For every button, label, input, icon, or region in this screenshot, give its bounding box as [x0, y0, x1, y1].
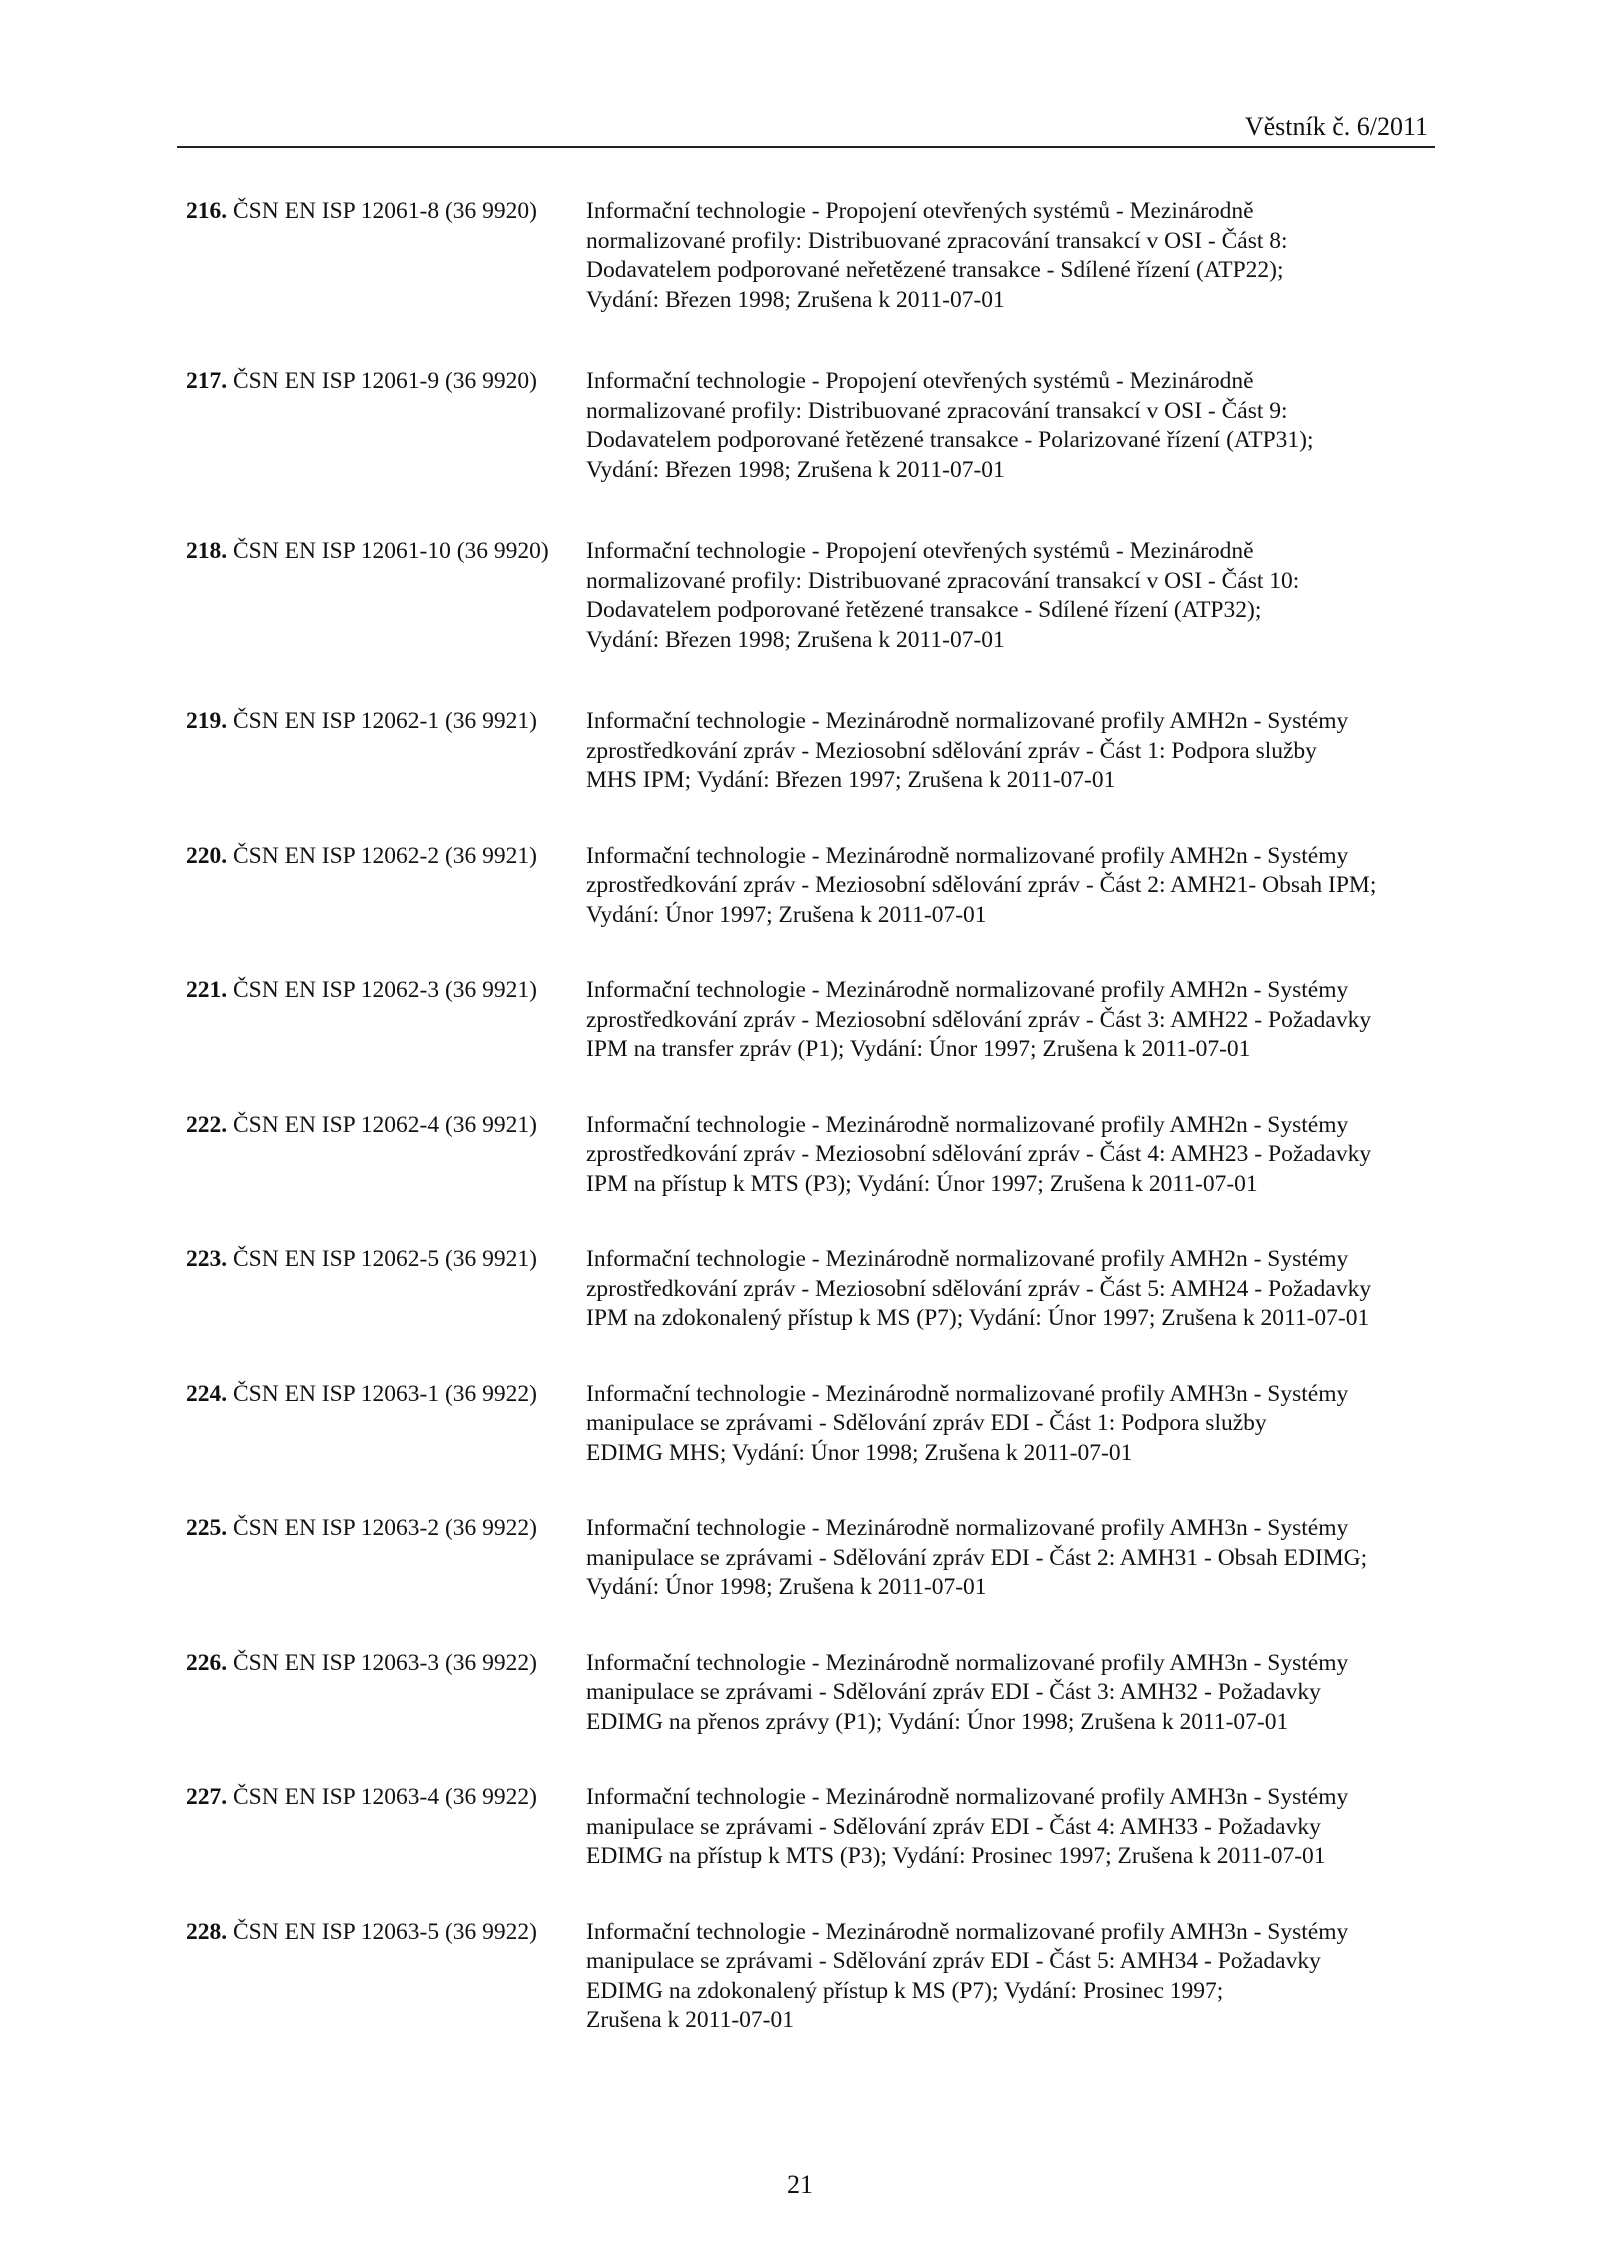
- description-line: zprostředkování zpráv - Meziosobní sdělování zpráv - Část 2: AMH21- Obsah IPM;: [586, 872, 1377, 898]
- description-line: Zrušena k 2011-07-01: [586, 2007, 794, 2033]
- entry-number: 217.: [186, 368, 228, 394]
- description-line: manipulace se zprávami - Sdělování zpráv EDI - Část 2: AMH31 - Obsah EDIMG;: [586, 1544, 1368, 1571]
- entry-number: 222.: [186, 1111, 228, 1138]
- standard-reference: [186, 1783, 586, 1918]
- description-line: EDIMG na přístup k MTS (P3); Vydání: Prosinec 1997; Zrušena k 2011-07-01: [586, 1843, 1326, 1869]
- standard-description: [586, 1111, 1436, 1246]
- description-line: Informační technologie - Mezinárodně normalizované profily AMH3n - Systémy: [586, 1515, 1349, 1541]
- standard-description: [586, 1245, 1436, 1380]
- standard-reference: [186, 976, 586, 1111]
- description-line: Informační technologie - Mezinárodně normalizované profily AMH2n - Systémy: [586, 708, 1349, 734]
- page-header-title: Věstník č. 6/2011: [1244, 112, 1428, 141]
- description-line: EDIMG MHS; Vydání: Únor 1998; Zrušena k 2011-07-01: [586, 1439, 1133, 1466]
- entry-number: 218.: [186, 538, 228, 564]
- list-item: [186, 197, 1436, 367]
- list-item: [186, 1649, 1436, 1784]
- list-item: [186, 1918, 1436, 2088]
- description-line: Informační technologie - Mezinárodně normalizované profily AMH3n - Systémy: [586, 1784, 1349, 1810]
- description-line: manipulace se zprávami - Sdělování zpráv EDI - Část 3: AMH32 - Požadavky: [586, 1679, 1321, 1705]
- description-line: Informační technologie - Mezinárodně normalizované profily AMH3n - Systémy: [586, 1380, 1349, 1407]
- description-line: IPM na zdokonalený přístup k MS (P7); Vydání: Únor 1997; Zrušena k 2011-07-01: [586, 1305, 1370, 1331]
- list-item: [186, 1245, 1436, 1380]
- header-divider: [177, 146, 1435, 148]
- standard-reference: [186, 707, 586, 842]
- description-line: MHS IPM; Vydání: Březen 1997; Zrušena k 2011-07-01: [586, 767, 1116, 793]
- description-line: IPM na přístup k MTS (P3); Vydání: Únor 1997; Zrušena k 2011-07-01: [586, 1170, 1258, 1197]
- description-line: Vydání: Březen 1998; Zrušena k 2011-07-01: [586, 286, 1005, 313]
- list-item: [186, 707, 1436, 842]
- standard-reference: [186, 197, 586, 367]
- description-line: EDIMG na přenos zprávy (P1); Vydání: Únor 1998; Zrušena k 2011-07-01: [586, 1708, 1289, 1735]
- standard-reference: [186, 842, 586, 977]
- description-line: Informační technologie - Propojení otevřených systémů - Mezinárodně: [586, 198, 1254, 224]
- standard-reference: [186, 1245, 586, 1380]
- entry-number: 219.: [186, 708, 228, 734]
- entry-number: 221.: [186, 977, 228, 1003]
- standard-reference: [186, 1918, 586, 2088]
- standard-description: [586, 707, 1436, 842]
- standard-reference: [186, 537, 586, 707]
- description-line: manipulace se zprávami - Sdělování zpráv EDI - Část 4: AMH33 - Požadavky: [586, 1813, 1321, 1840]
- description-line: IPM na transfer zpráv (P1); Vydání: Únor 1997; Zrušena k 2011-07-01: [586, 1036, 1251, 1062]
- standard-description: [586, 1380, 1436, 1515]
- standard-description: [586, 197, 1436, 367]
- list-item: [186, 976, 1436, 1111]
- standard-description: [586, 1649, 1436, 1784]
- entry-number: 223.: [186, 1246, 228, 1272]
- standard-code: ČSN EN ISP 12062-3 (36 9921): [233, 977, 537, 1003]
- standard-reference: [186, 1649, 586, 1784]
- description-line: Informační technologie - Mezinárodně normalizované profily AMH3n - Systémy: [586, 1918, 1349, 1945]
- description-line: Informační technologie - Propojení otevřených systémů - Mezinárodně: [586, 368, 1254, 394]
- entry-number: 227.: [186, 1784, 228, 1810]
- description-line: Dodavatelem podporované řetězené transakce - Sdílené řízení (ATP32);: [586, 597, 1262, 623]
- description-line: manipulace se zprávami - Sdělování zpráv EDI - Část 5: AMH34 - Požadavky: [586, 1948, 1321, 1974]
- description-line: zprostředkování zpráv - Meziosobní sdělování zpráv - Část 1: Podpora služby: [586, 737, 1317, 764]
- description-line: normalizované profily: Distribuované zpracování transakcí v OSI - Část 10:: [586, 567, 1300, 594]
- description-line: Vydání: Březen 1998; Zrušena k 2011-07-01: [586, 456, 1005, 483]
- standard-description: [586, 976, 1436, 1111]
- list-item: [186, 1514, 1436, 1649]
- standard-code: ČSN EN ISP 12063-3 (36 9922): [233, 1649, 537, 1676]
- standard-reference: [186, 367, 586, 537]
- description-line: zprostředkování zpráv - Meziosobní sdělování zpráv - Část 3: AMH22 - Požadavky: [586, 1006, 1372, 1033]
- list-item: [186, 842, 1436, 977]
- description-line: Vydání: Únor 1997; Zrušena k 2011-07-01: [586, 901, 987, 928]
- standard-description: [586, 367, 1436, 537]
- description-line: manipulace se zprávami - Sdělování zpráv EDI - Část 1: Podpora služby: [586, 1410, 1267, 1436]
- entry-number: 225.: [186, 1515, 228, 1541]
- list-item: [186, 367, 1436, 537]
- description-line: Dodavatelem podporované řetězené transakce - Polarizované řízení (ATP31);: [586, 427, 1314, 453]
- standard-code: ČSN EN ISP 12063-5 (36 9922): [233, 1918, 537, 1945]
- standard-code: ČSN EN ISP 12062-1 (36 9921): [233, 708, 537, 734]
- standards-list: [186, 197, 1436, 2088]
- list-item: [186, 1111, 1436, 1246]
- standard-reference: [186, 1111, 586, 1246]
- description-line: zprostředkování zpráv - Meziosobní sdělování zpráv - Část 4: AMH23 - Požadavky: [586, 1141, 1372, 1167]
- entry-number: 226.: [186, 1649, 228, 1676]
- description-line: Informační technologie - Mezinárodně normalizované profily AMH2n - Systémy: [586, 1246, 1349, 1272]
- list-item: [186, 1380, 1436, 1515]
- standard-code: ČSN EN ISP 12063-4 (36 9922): [233, 1784, 537, 1810]
- standard-code: ČSN EN ISP 12063-2 (36 9922): [233, 1515, 537, 1541]
- standard-code: ČSN EN ISP 12063-1 (36 9922): [233, 1380, 537, 1407]
- entry-number: 220.: [186, 842, 228, 869]
- description-line: Informační technologie - Mezinárodně normalizované profily AMH2n - Systémy: [586, 977, 1349, 1003]
- standard-description: [586, 1783, 1436, 1918]
- standard-description: [586, 1918, 1436, 2088]
- standard-reference: [186, 1380, 586, 1515]
- list-item: [186, 537, 1436, 707]
- standard-code: ČSN EN ISP 12062-5 (36 9921): [233, 1246, 537, 1272]
- standard-description: [586, 537, 1436, 707]
- description-line: Vydání: Březen 1998; Zrušena k 2011-07-01: [586, 626, 1005, 653]
- standard-code: ČSN EN ISP 12061-9 (36 9920): [233, 368, 537, 394]
- description-line: Informační technologie - Mezinárodně normalizované profily AMH2n - Systémy: [586, 842, 1349, 869]
- description-line: Informační technologie - Mezinárodně normalizované profily AMH2n - Systémy: [586, 1111, 1349, 1138]
- standard-reference: [186, 1514, 586, 1649]
- description-line: EDIMG na zdokonalený přístup k MS (P7); Vydání: Prosinec 1997;: [586, 1977, 1224, 2004]
- description-line: normalizované profily: Distribuované zpracování transakcí v OSI - Část 8:: [586, 227, 1288, 254]
- description-line: Dodavatelem podporované neřetězené transakce - Sdílené řízení (ATP22);: [586, 257, 1284, 283]
- standard-code: ČSN EN ISP 12061-8 (36 9920): [233, 198, 537, 224]
- description-line: Informační technologie - Mezinárodně normalizované profily AMH3n - Systémy: [586, 1649, 1349, 1676]
- standard-code: ČSN EN ISP 12062-4 (36 9921): [233, 1111, 537, 1138]
- description-line: Informační technologie - Propojení otevřených systémů - Mezinárodně: [586, 538, 1254, 564]
- page-number: 21: [787, 2170, 813, 2199]
- description-line: Vydání: Únor 1998; Zrušena k 2011-07-01: [586, 1574, 987, 1600]
- standard-description: [586, 842, 1436, 977]
- standard-description: [586, 1514, 1436, 1649]
- standard-code: ČSN EN ISP 12062-2 (36 9921): [233, 842, 537, 869]
- entry-number: 224.: [186, 1380, 228, 1407]
- standard-code: ČSN EN ISP 12061-10 (36 9920): [233, 538, 549, 564]
- entry-number: 228.: [186, 1918, 228, 1945]
- entry-number: 216.: [186, 198, 228, 224]
- description-line: zprostředkování zpráv - Meziosobní sdělování zpráv - Část 5: AMH24 - Požadavky: [586, 1275, 1372, 1302]
- description-line: normalizované profily: Distribuované zpracování transakcí v OSI - Část 9:: [586, 397, 1288, 424]
- list-item: [186, 1783, 1436, 1918]
